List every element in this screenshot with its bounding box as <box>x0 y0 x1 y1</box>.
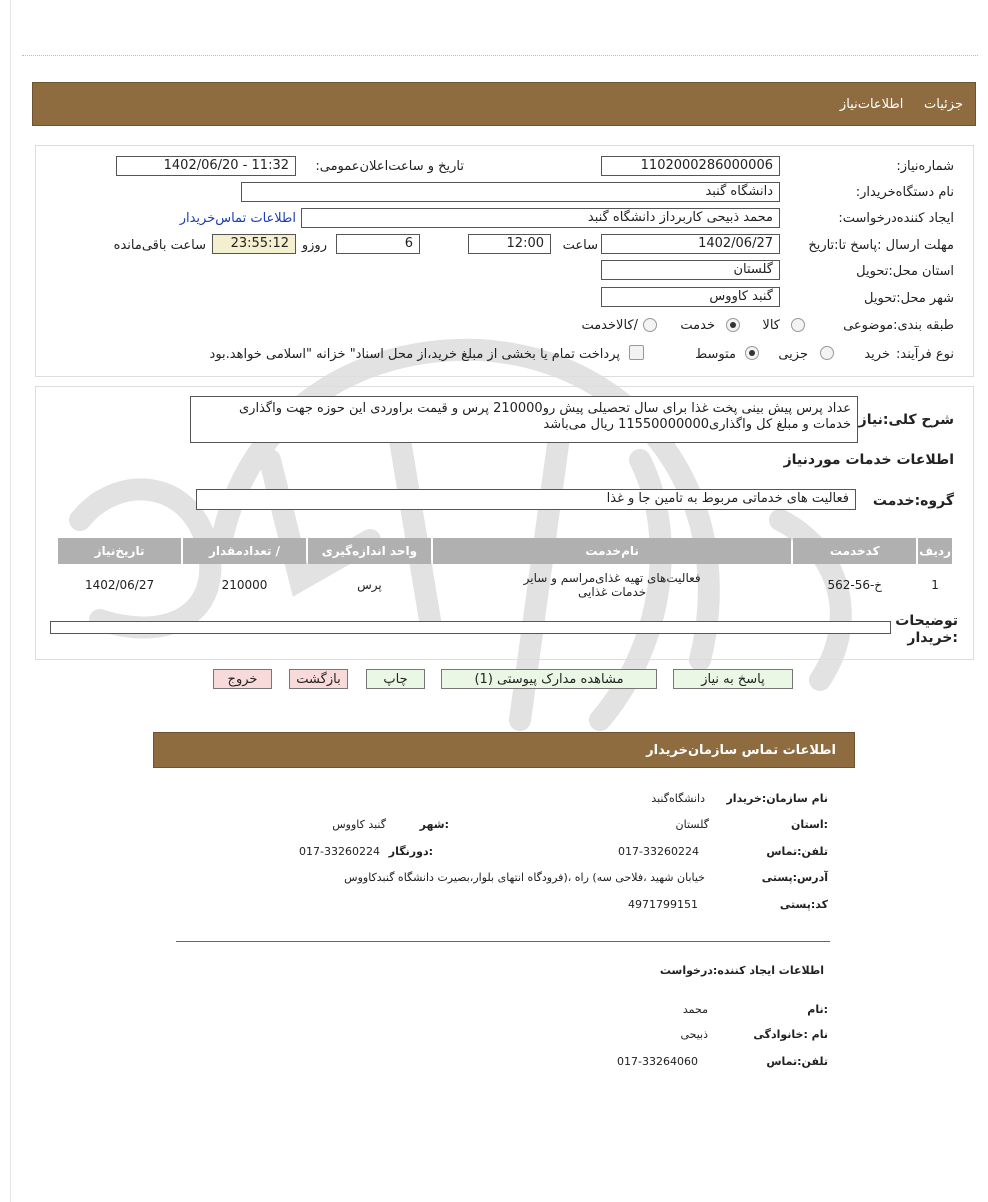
city-field: گنبد کاووس <box>601 287 780 307</box>
process-partial-radio[interactable] <box>820 346 834 360</box>
cell-qty: 210000 <box>221 578 268 592</box>
col-name-header: نام‌خدمت <box>433 538 791 564</box>
contact-province-value: گلستان <box>675 818 709 831</box>
province-field: گلستان <box>601 260 780 280</box>
category-service-radio[interactable] <box>726 318 740 332</box>
top-divider <box>22 55 978 56</box>
process-type-buy: خرید <box>864 347 890 362</box>
remaining-time-field: 23:55:12 <box>212 234 296 254</box>
contact-fax-value: 017-33260224 <box>299 845 380 858</box>
exit-button[interactable]: خروج <box>213 669 272 689</box>
contact-address-label: آدرس:پستی <box>761 871 828 884</box>
contact-header-bar <box>153 732 855 768</box>
creator-phone-label: تلفن:تماس <box>766 1055 828 1068</box>
need-info-panel <box>35 145 974 377</box>
category-goods-service-radio[interactable] <box>643 318 657 332</box>
cell-row: 1 <box>931 578 939 592</box>
treasury-payment-label: پرداخت تمام یا بخشی از مبلغ خرید،از محل اسناد" خزانه "اسلامی خواهد.بود <box>209 347 620 362</box>
category-label: طبقه بندی:موضوعی <box>843 318 954 333</box>
process-medium-label: متوسط <box>695 347 736 362</box>
creator-phone-value: 017-33264060 <box>617 1055 698 1068</box>
announce-date-label: تاریخ و ساعت‌اعلان‌عمومی: <box>315 159 464 174</box>
buyer-org-field: دانشگاه گنبد <box>241 182 780 202</box>
table-row <box>58 566 952 604</box>
col-code-header: کدخدمت <box>793 538 916 564</box>
creator-label: ایجاد کننده‌درخواست: <box>838 211 954 226</box>
province-label: استان محل:تحویل <box>856 264 954 279</box>
col-date-header: تاریخ‌نیاز <box>58 538 181 564</box>
contact-province-label: :استان <box>791 818 828 831</box>
announce-date-field: 1402/06/20 - 11:32 <box>116 156 296 176</box>
category-goods-service-label: /کالاخدمت <box>581 318 638 333</box>
services-title: اطلاعات خدمات موردنیاز <box>783 452 954 468</box>
process-label: نوع فرآیند: <box>896 347 954 362</box>
deadline-time-field: 12:00 <box>468 234 551 254</box>
creator-name-label: :نام <box>807 1003 828 1016</box>
services-table <box>56 536 954 606</box>
tab-need-info[interactable]: اطلاعات‌نیاز <box>839 97 904 112</box>
contact-phone-value: 017-33260224 <box>618 845 699 858</box>
col-row-header: ردیف <box>918 538 952 564</box>
table-header-row <box>58 538 952 564</box>
buyer-notes-field <box>50 621 891 634</box>
buyer-contact-link[interactable]: اطلاعات تماس‌خریدار <box>179 211 296 226</box>
cell-unit: پرس <box>357 578 382 592</box>
description-text: عداد پرس پیش بینی پخت غذا برای سال تحصیلی پیش رو210000 پرس و قیمت براوردی این حوزه جهت واگذاری خدمات و مبلغ کل واگذاری11550000000 ریال می‌باشد <box>190 396 858 443</box>
creator-family-label: نام :خانوادگی <box>753 1028 828 1041</box>
contact-header-title: اطلاعات تماس سازمان‌خریدار <box>646 743 836 758</box>
contact-postal-value: 4971799151 <box>628 898 698 911</box>
process-medium-radio[interactable] <box>745 346 759 360</box>
contact-postal-label: کد:پستی <box>779 898 828 911</box>
days-label: روزو <box>301 238 327 253</box>
category-goods-label: کالا <box>762 318 780 333</box>
page-left-border <box>10 0 11 1202</box>
creator-family-value: ذبیحی <box>680 1028 708 1041</box>
contact-fax-label: :دورنگار <box>388 845 433 858</box>
service-group-field: فعالیت های خدماتی مربوط به تامین جا و غذا <box>196 489 856 510</box>
deadline-time-label: ساعت <box>562 238 598 253</box>
cell-date: 1402/06/27 <box>84 578 155 592</box>
contact-org-value: دانشگاه‌گنبد <box>651 792 705 805</box>
contact-org-label: نام سازمان:خریدار <box>726 792 828 805</box>
print-button[interactable]: چاپ <box>366 669 425 689</box>
cell-name-line2: خدمات غذایی <box>578 585 647 599</box>
contact-city-value: گنبد کاووس <box>332 818 386 831</box>
cell-code <box>793 566 916 604</box>
cell-name <box>433 566 791 604</box>
service-group-label: گروه:خدمت <box>872 493 954 509</box>
back-button[interactable]: بازگشت <box>289 669 348 689</box>
treasury-payment-checkbox[interactable] <box>629 345 644 360</box>
col-unit-header: واحد اندازه‌گیری <box>308 538 431 564</box>
remaining-label: ساعت باقی‌مانده <box>113 238 206 253</box>
creator-name-value: محمد <box>682 1003 708 1016</box>
creator-field: محمد ذبیحی کاربرداز دانشگاه گنبد <box>301 208 780 228</box>
col-qty-header: / تعدادمقدار <box>183 538 306 564</box>
buyer-org-label: نام دستگاه‌خریدار: <box>855 185 954 200</box>
description-label: شرح کلی:نیاز <box>858 412 954 428</box>
header-tabs <box>840 97 963 112</box>
days-field: 6 <box>336 234 420 254</box>
contact-address-value: خیابان شهید ،فلاحی سه) راه ،(فرودگاه انتهای بلوار،بصیرت دانشگاه گنبدکاووس <box>344 871 705 884</box>
need-number-label: شماره‌نیاز: <box>896 159 954 174</box>
city-label: شهر محل:تحویل <box>864 291 954 306</box>
reply-button[interactable]: پاسخ به نیاز <box>673 669 793 689</box>
details-header-bar <box>32 82 976 126</box>
cell-name-line1: فعالیت‌های تهیه غذای‌مراسم و سایر <box>523 571 701 585</box>
buyer-notes-label: توضیحات :خریدار <box>895 613 958 646</box>
view-documents-button[interactable]: مشاهده مدارک پیوستی (1) <box>441 669 657 689</box>
tab-details[interactable]: جزئیات <box>924 97 963 112</box>
cell-code-text: خ-56-562 <box>827 578 883 592</box>
need-number-field: 1102000286000006 <box>601 156 780 176</box>
contact-divider <box>176 941 830 942</box>
creator-info-title: اطلاعات ایجاد کننده:درخواست <box>659 964 824 977</box>
contact-phone-label: تلفن:تماس <box>766 845 828 858</box>
category-goods-radio[interactable] <box>791 318 805 332</box>
contact-city-label: :شهر <box>419 818 449 831</box>
deadline-date-field: 1402/06/27 <box>601 234 780 254</box>
process-partial-label: جزیی <box>778 347 808 362</box>
deadline-label: مهلت ارسال :پاسخ تا:تاریخ <box>808 238 954 253</box>
category-service-label: خدمت <box>680 318 715 333</box>
